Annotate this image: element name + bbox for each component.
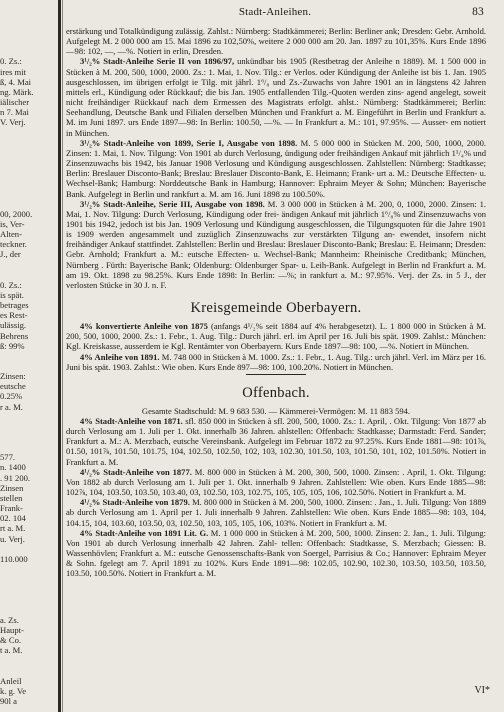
paragraph-text: M. 1 000 000 in Stücken à M. 200, 500, 1000. Zinsen: 2. Jan., 1. Juli. Tilgung: Von 1901 ab durch Verlosung innerhalb 42 Jahren. Zahl- tellen: Offenbach: Stadtkasse, S. Merzbach; Giessen: B. Wassenhövlen; Frankfurt a. M.: eutsche Genossenschafts-Bank von Soergel, Parrisius & Co.; Hannover: Ephraim Meyer & Sohn. fgelegt am 7. April 1891 zu 102%. Kurs Ende 1891—98: 102.05, 102.90, 102.30, 103.50, 103.50, 103.50, 103.50, 100.50%. Notiert in Frankfurt a. M. xyxy=(66,527,486,579)
gutter-text-line: es Rest- xyxy=(0,310,28,321)
gutter-text-line: u. Verj. xyxy=(0,533,25,544)
gutter-text-line: is spät. xyxy=(0,289,24,300)
paragraph-text: M. 800 000 in Stücken à M. 200, 500, 1000. Zinsen: . Jan., 1. Juli. Tilgung: Von 1889 ab durch Verlosung am 1. April per 1. Juli innerhalb 9 Jahren. Zahlstellen: Wie oben. Kurs Ende 1885—98: 103, 104, 104.15, 104, 103.60, 103.50, 03, 102.50, 103, 105, 105, 106, 103%. Notiert in Frankfurt a. M. xyxy=(66,497,486,528)
paragraph xyxy=(66,497,486,527)
gutter-text-line: Behrens xyxy=(0,330,29,341)
gutter-text-line: n 7. Mai xyxy=(0,107,29,118)
gutter-text-line: rt a. M. xyxy=(0,523,26,534)
page-body xyxy=(66,26,486,579)
paragraph-text: M. 748 000 in Stücken à M. 1000. Zs.: 1. Febr., 1. Aug. Tilg.: urch jährl. Verl. im März per 16. Juni bis spät. 1903. Zahlst.: Wie oben. Kurs Ende 897—98: 100, 100.20%. Notiert in München. xyxy=(66,351,486,372)
paragraph xyxy=(66,528,486,579)
gutter-text-line: is, Ver- xyxy=(0,218,25,229)
gutter-text-line: k. g. Ve xyxy=(0,685,27,696)
paragraph xyxy=(66,56,486,137)
loan-heading: 4% Stadt-Anleihe von 1871. xyxy=(80,416,183,426)
paragraph xyxy=(66,199,486,290)
signature-mark: VI* xyxy=(474,685,490,696)
paragraph-text: sfl. 850 000 in Stücken à sfl. 200, 500, 1000. Zs.: 1. April, . Okt. Tilgung: Von 1877 ab durch Verlosung am 1. Juli per 1. Okt. innerhalb 36 Jahren. ahlstellen: Offenbach: Stadtkasse; Darmstadt: Ferd. Sander; Frankfurt a. M.: A. Merzbach, eutsche Vereinsbank. Aufgelegt im Februar 1872 zu 97.25%. Kurs Ende 1881—98: 101⅞, 01.50, 101⅞, 101.50, 101.75, 104, 102.50, 102.50, 102, 103, 102.30, 101.50, 103, 101.50, 101, 102, 101.50%. Notiert in Frankfurt a. M. xyxy=(66,416,486,467)
page-fold-shadow xyxy=(58,0,61,712)
paragraph xyxy=(66,352,486,372)
paragraph-text: unkündbar bis 1905 (Restbetrag der Anleihe n 1889). M. 1 500 000 in Stücken à M. 200, 500, 1000, 2000. Zs.: 1. Mai, 1. Nov. Tilg.: er Verlos. oder Kündigung der Anleihe ist bis 1. Jan. 1905 ausgeschlossen, im übrigen erfolgt ie Tilg. mit jährl. 1⁶/₈ und Zs.-Zuwachs von Jahre 1901 an in längstens 42 Jahren mittels erl., Kündigung oder Rückkauf; die bis Jan. 1905 entfallenden Tilg.-Quoten werden zins- agend angelegt, soweit nicht freihändiger Rückkauf nach dem Ermessen des Magistrats erfolgt. ahlst.: Nürnberg: Stadtkämmerei; Berlin: Seehandlung, Deutsche Bank und Filialen derselben München und Frankfurt a. M. Eingeführt in Berlin und Frankfurt a. M. im Juni 1897. urs Ende 1897—98: In Berlin: 100.50, —%. — In Frankfurt a. M.: 101, 97.95%. — Ausser- em notiert in München. xyxy=(66,56,486,138)
gutter-text-line: & Co. xyxy=(0,635,22,645)
gutter-text-line: ires mit xyxy=(0,66,27,77)
gutter-text-line: a. Zs. xyxy=(0,614,19,625)
paragraph-text: M. 800 000 in Stücken à M. 200, 300, 500, 1000. Zinsen: . April, 1. Okt. Tilgung: Von 1882 ab durch Verlosung am 1. Juli per 1. Okt. innerhalb 9 Jahren. Zahlstellen: Wie oben. Kurs Ende 1885—98: 102⅞, 104, 103.50, 103.50, 103.40, 03, 102.50, 103, 102.75, 105, 105, 105, 106, 102.50%. Notiert in Frankfurt a. M. xyxy=(66,466,486,498)
gutter-text-line: . 91 200. xyxy=(0,472,31,483)
gutter-text-line: 00, 2000. xyxy=(0,208,33,219)
gutter-text-line: iälischer xyxy=(0,97,30,108)
column-divider xyxy=(62,0,63,712)
gutter-text-line: Zinsen: xyxy=(0,371,26,382)
paragraph-text: M. 5 000 000 in Stücken M. 200, 500, 1000, 2000. Zinsen: 1. Mai, 1. Nov. Tilgung: Von 1901 ab durch Verlosung, ündigung oder freihändigen Ankauf mit jährlich 1¹/₄% und Zinsenzuwachs bis 1942, bis Januar 1908 Verlosung und Kündigung ausgeschlossen. Zahlstellen: Nürnberg: Stadtkasse; Berlin: Breslauer Disconto-Bank; Breslau: Breslauer Disconto-Bank, E. Heimann; Frank- urt a. M.: Deutsche Effecten- u. Wechsel-Bank; Hamburg: Norddeutsche Bank in Hamburg; Hannover: Ephraim Meyer & Sohn; München: Bayerische Bank. Aufgelegt in Berlin und rankfurt a. M. am 16. Juni 1898 zu 100.50%. xyxy=(66,137,486,199)
paragraph xyxy=(66,321,486,351)
section-title: Kreisgemeinde Oberbayern. xyxy=(190,300,362,317)
loan-heading: 4% Stadt-Anleihe von 1891 Lit. G. xyxy=(80,527,209,538)
adjacent-page-gutter xyxy=(0,0,58,712)
running-header xyxy=(66,6,484,22)
gutter-text-line: eutsche xyxy=(0,381,26,392)
gutter-text-line: 577. xyxy=(0,452,16,463)
loan-heading: 4% Anleihe von 1891. xyxy=(80,351,160,362)
gutter-text-line: 0. Zs.: xyxy=(0,279,22,290)
paragraph xyxy=(66,467,486,497)
page-number: 83 xyxy=(472,6,484,18)
paragraph xyxy=(66,416,486,467)
gutter-text-line: betrages xyxy=(0,300,29,311)
paragraph xyxy=(66,138,486,199)
loan-heading: 4¹/₂% Stadt-Anleihe von 1879. xyxy=(80,497,190,508)
gutter-text-line: stellen xyxy=(0,492,23,503)
gutter-text-line: 02. 104 xyxy=(0,513,26,524)
gutter-text-line: 0. Zs.: xyxy=(0,56,22,67)
gutter-text-line: 0.25% xyxy=(0,391,23,402)
gutter-text-line: ng. Märk. xyxy=(0,86,34,97)
gutter-text-line: r a. M. xyxy=(0,401,23,412)
gutter-text-line: Haupt- xyxy=(0,624,24,635)
gutter-text-line: V. Verj. xyxy=(0,117,26,128)
gutter-text-line: t a. M. xyxy=(0,645,23,656)
gutter-text-line: n. 1400 xyxy=(0,462,26,473)
gutter-text-line: ulässig. xyxy=(0,320,27,331)
loan-heading: 3¹/₂% Stadt-Anleihe von 1899, Serie I, Ausgabe von 1898. xyxy=(80,137,298,148)
gutter-text-line: Anleil xyxy=(0,675,22,686)
gutter-text-line: 90l a xyxy=(0,695,17,706)
gutter-text-line: Alten- xyxy=(0,229,22,239)
gutter-text-line: ß: 99% xyxy=(0,340,25,351)
loan-heading: 3¹/₂% Stadt-Anleihe, Serie III, Ausgabe von 1898. xyxy=(80,198,265,209)
gutter-text-line: ß, 4. Mai xyxy=(0,76,32,87)
running-title: Stadt-Anleihen. xyxy=(238,6,312,18)
section-divider xyxy=(246,374,306,375)
gutter-text-line: 110.000 xyxy=(0,553,28,564)
paragraph-text: M. 3 000 000 in Stücken à M. 200, 0, 1000, 2000. Zinsen: 1. Mai, 1. Nov. Tilgung: Durch Verlosung, Kündigung oder frei- ändigen Ankauf mit jährlich 1⁶/₈% und Zinsenzuwachs von 1901 bis 1942, jedoch ist bis Jan. 1909 Verlosung und Kündigung ausgeschlossen, die Tilgungsquoten für die Jahre 1901 is 1909 werden angesammelt und zuzüglich Zinsenzuwachs zur verstärkten Tilgung an- ewendet, insofern nicht freihändiger Ankauf stattfindet. Zahlstellen: Berlin und Breslau: Breslauer Disconto-Bank; Breslau: E. Heimann; Dresden: Gebr. Arnhold; Frankfurt a. M.: eutsche Effecten- u. Wechsel-Bank; Mannheim: Rheinische Creditbank; München, Nürnberg . Fürth: Bayerische Bank; Oldenburg: Oldenburger Spar- u. Leih-Bank. Aufgelegt in Berlin nd Frankfurt a. M. am 19. Okt. 1898 zu 98.25%. Kurs Ende 1898: In Berlin: —%; in rankfurt a. M.: 97.95%. Verj. der Zs. in 5 J., der verlosten Stücke in 30 J. n. F. xyxy=(66,198,487,290)
gutter-text-line: teckner. xyxy=(0,239,27,250)
gutter-text-line: J., der xyxy=(0,249,21,260)
gutter-text-line: Zinsen xyxy=(0,482,24,493)
paragraph-text: erstärkung und Totalkündigung zulässig. Zahlst.: Nürnberg: Stadtkämmerei; Berlin: Berliner ank; Dresden: Gebr. Arnhold. Aufgelegt M. 2 000 000 am 15. Mai 1896 zu 102,50%, weitere 2 000 000 am 20. Jan. 1897 zu 101,35%. Kurs Ende 1896—98: 102, —, —%. Notiert in erlin, Dresden. xyxy=(66,26,486,57)
gutter-text-line: Frank- xyxy=(0,503,23,514)
paragraph-text: (anfangs 4¹/₂% seit 1884 auf 4% herabgesetzt). L. 1 800 000 in Stücken à M. 200, 500, 1000, 2000. Zs.: 1. Febr., 1. Aug. Tilg.: Durch jährl. erl. im April per 16. Juli bis spät. 1909. Zahlst.: München: Kgl. Kreiskasse, ausserdem ie Kgl. Rentämter von Oberbayern. Kurs Ende 1897—98: 100, —%. Notiert in München. xyxy=(66,321,486,352)
loan-heading: 4¹/₂% Stadt-Anleihe von 1877. xyxy=(80,466,192,477)
section-subtitle: Gesamte Stadtschuld: M. 9 683 530. — Kämmerei-Vermögen: M. 11 883 594. xyxy=(141,405,411,416)
paragraph xyxy=(66,26,486,56)
section-title: Offenbach. xyxy=(242,384,310,401)
loan-heading: 3¹/₂% Stadt-Anleihe Serie II von 1896/97, xyxy=(80,56,235,67)
loan-heading: 4% konvertierte Anleihe von 1875 xyxy=(80,321,208,332)
